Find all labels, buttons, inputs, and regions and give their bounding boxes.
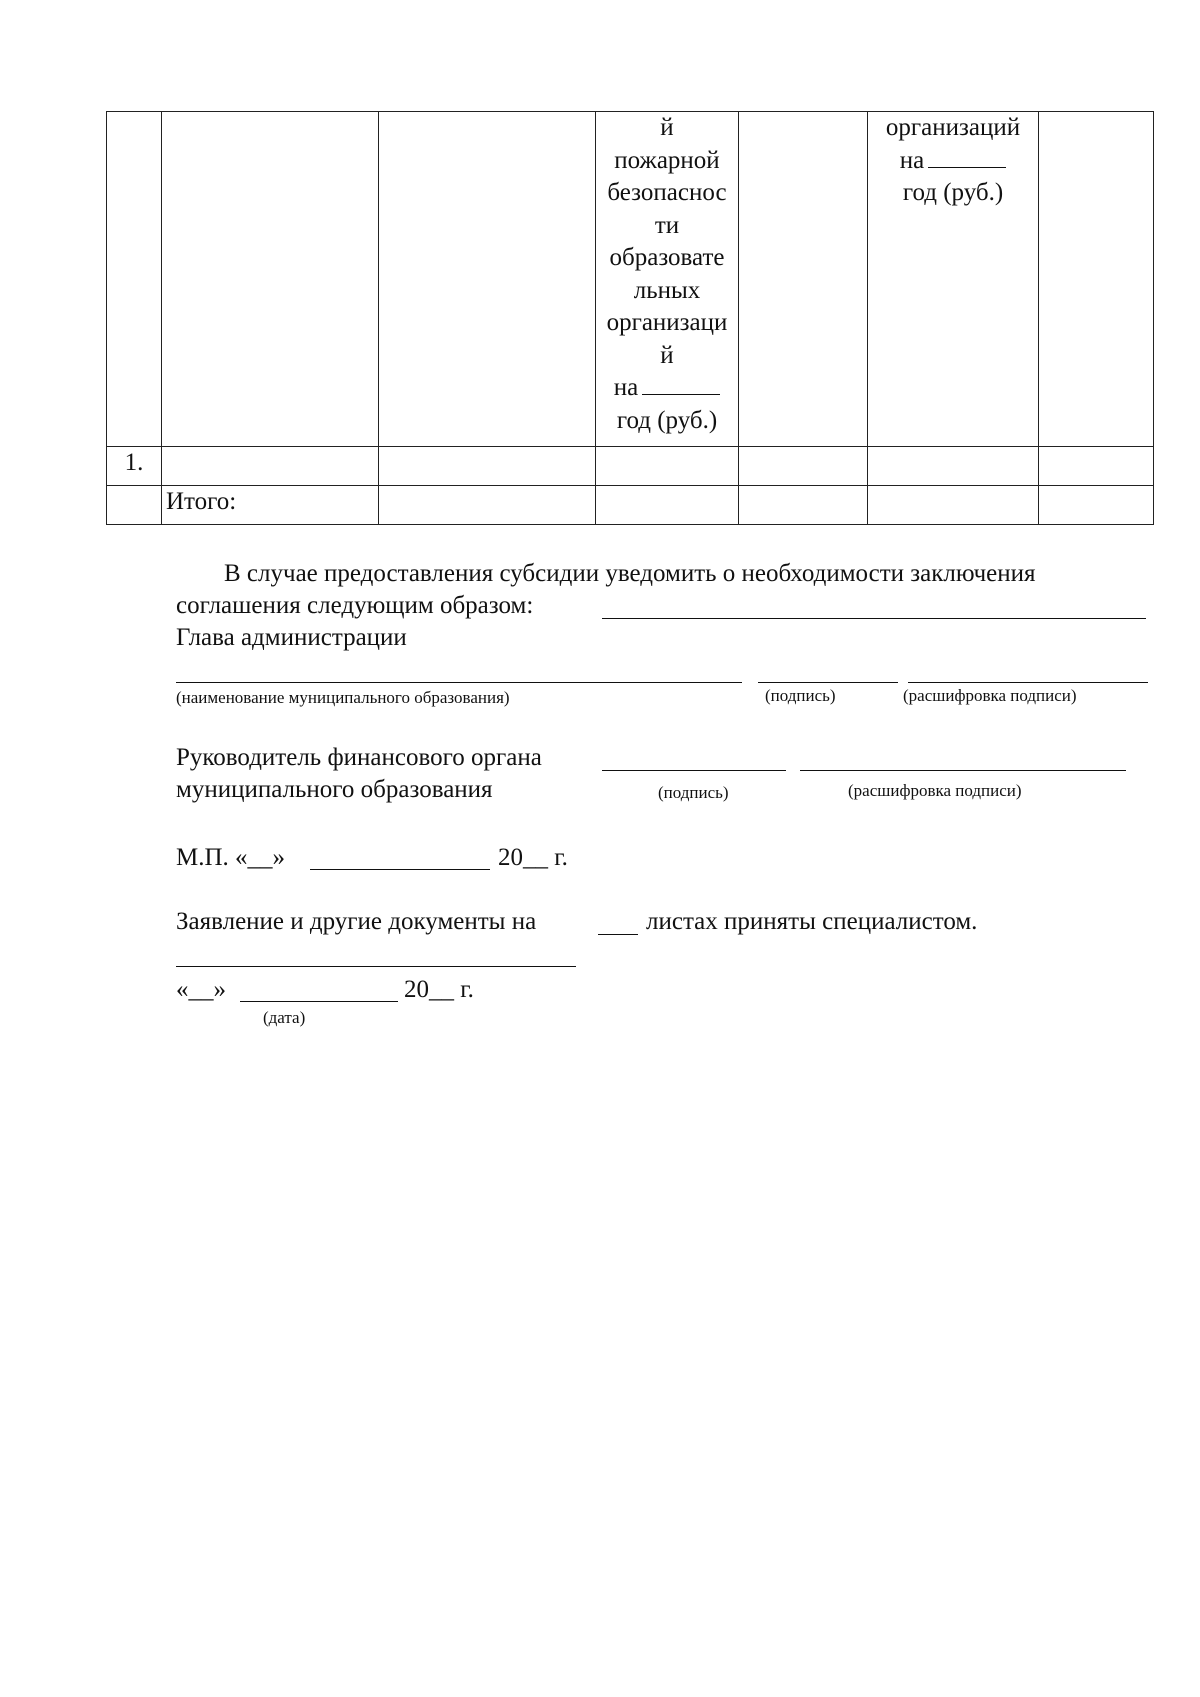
- acceptance-date-year: 20__ г.: [404, 976, 474, 1003]
- date-caption: (дата): [263, 1008, 306, 1027]
- header-line: год (руб.): [616, 406, 718, 434]
- header-line: безопаснос: [607, 179, 727, 206]
- finance-decode-caption: (расшифровка подписи): [848, 781, 1022, 800]
- row-num-cell: [107, 486, 162, 525]
- stamp-mp: М.П. «__»: [176, 844, 286, 871]
- table-row: [107, 447, 1154, 486]
- mo-name-field[interactable]: [176, 682, 742, 683]
- subsidy-table: [106, 111, 1154, 525]
- row-label-cell[interactable]: [162, 447, 379, 486]
- table-cell[interactable]: [868, 447, 1039, 486]
- header-line: пожарной: [614, 146, 720, 174]
- organizations-header-text: [868, 112, 1038, 210]
- notice-line-1: В случае предоставления субсидии уведомить о необходимости заключения: [224, 560, 1036, 587]
- total-label: Итого:: [166, 488, 237, 515]
- stamp-month-field[interactable]: [310, 869, 490, 870]
- header-cell-3: [379, 112, 596, 447]
- head-signature-decode-field[interactable]: [908, 682, 1148, 683]
- table-cell[interactable]: [739, 447, 868, 486]
- table-cell[interactable]: [379, 486, 596, 525]
- header-cell-organizations: [868, 112, 1039, 447]
- notice-line-2: соглашения следующим образом:: [176, 592, 534, 619]
- header-cell-fire-safety: [596, 112, 739, 447]
- header-line: й: [660, 114, 674, 141]
- finance-head-line-1: Руководитель финансового органа: [176, 744, 542, 771]
- header-cell-7: [1039, 112, 1154, 447]
- finance-signature-decode-field[interactable]: [800, 770, 1126, 771]
- finance-head-line-2: муниципального образования: [176, 776, 493, 803]
- fire-safety-header-text: [596, 112, 738, 437]
- header-line: образовате: [609, 244, 725, 271]
- na-label: на: [899, 146, 925, 174]
- header-cell-5: [739, 112, 868, 447]
- table-cell[interactable]: [1039, 447, 1154, 486]
- head-decode-caption: (расшифровка подписи): [903, 686, 1077, 705]
- table-cell[interactable]: [596, 447, 739, 486]
- header-line-year-blank: [868, 145, 1038, 178]
- year-blank[interactable]: [642, 372, 720, 395]
- mo-name-caption: (наименование муниципального образования): [176, 688, 510, 707]
- header-cell-2: [162, 112, 379, 447]
- table-row-total: [107, 486, 1154, 525]
- header-line: й: [660, 341, 674, 369]
- table-cell[interactable]: [596, 486, 739, 525]
- row-number: 1.: [124, 449, 144, 476]
- stamp-year: 20__ г.: [498, 844, 568, 871]
- table-cell[interactable]: [739, 486, 868, 525]
- header-line: льных: [633, 276, 701, 304]
- acceptance-text-after: листах приняты специалистом.: [646, 908, 978, 935]
- table-cell[interactable]: [1039, 486, 1154, 525]
- specialist-field[interactable]: [176, 966, 576, 967]
- head-admin-title: Глава администрации: [176, 624, 407, 651]
- table-cell[interactable]: [379, 447, 596, 486]
- row-num-cell: [107, 447, 162, 486]
- header-line: год (руб.): [902, 179, 1004, 206]
- table-cell[interactable]: [868, 486, 1039, 525]
- acceptance-date-open: «__»: [176, 976, 226, 1003]
- header-line: ти: [654, 211, 680, 239]
- acceptance-month-field[interactable]: [240, 1001, 398, 1002]
- sheets-count-field[interactable]: [598, 934, 638, 935]
- acceptance-text-before: Заявление и другие документы на: [176, 908, 537, 935]
- header-cell-num: [107, 112, 162, 447]
- notice-method-field[interactable]: [602, 618, 1146, 619]
- year-blank[interactable]: [928, 145, 1006, 168]
- finance-signature-caption: (подпись): [658, 783, 729, 802]
- na-label: на: [613, 374, 639, 401]
- header-line: организаций: [885, 114, 1021, 141]
- header-line-year-blank: [596, 372, 738, 405]
- header-line: организаци: [606, 309, 728, 336]
- head-signature-caption: (подпись): [765, 686, 836, 705]
- head-signature-field[interactable]: [758, 682, 898, 683]
- finance-signature-field[interactable]: [602, 770, 786, 771]
- row-label-cell: [162, 486, 379, 525]
- table-header-row: [107, 112, 1154, 447]
